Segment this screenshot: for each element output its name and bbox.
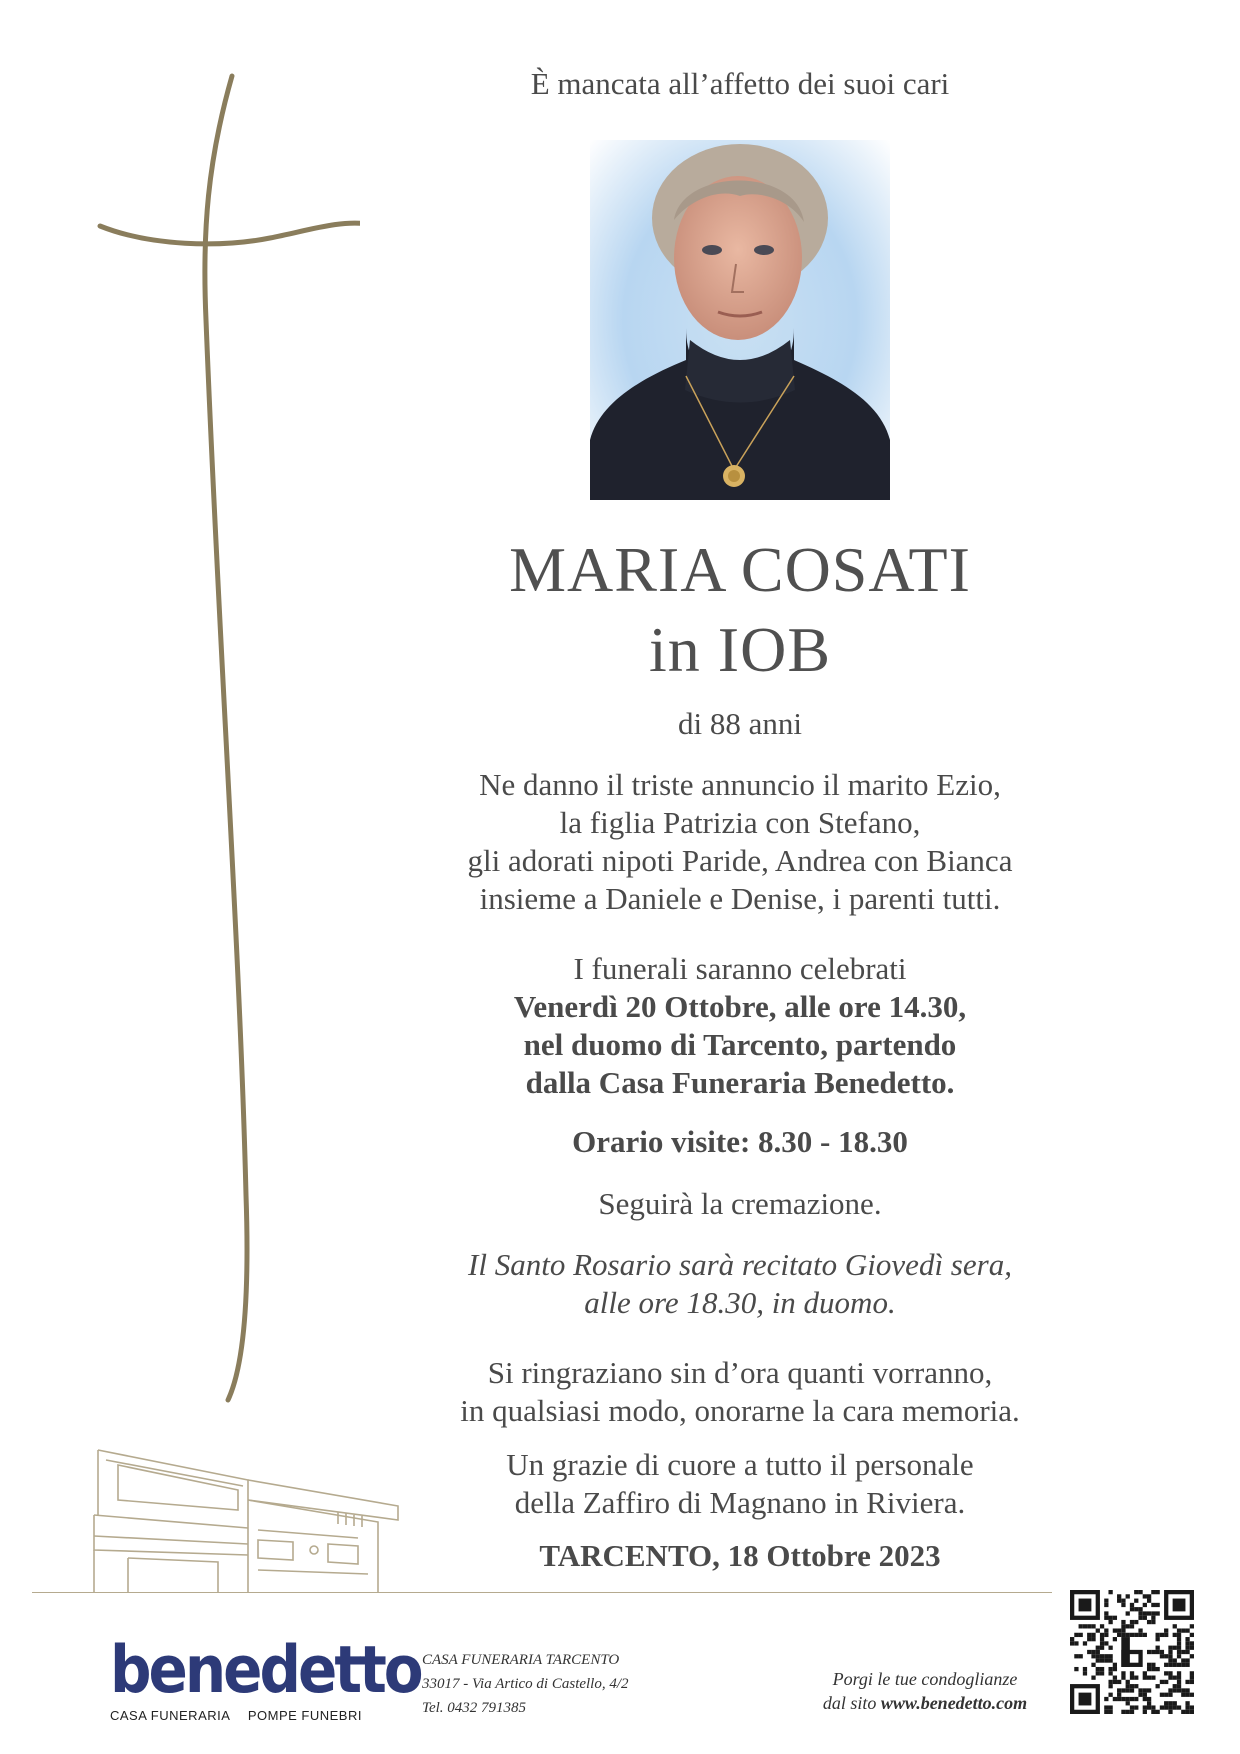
rosary-line: Il Santo Rosario sarà recitato Giovedì sera, [468,1247,1012,1282]
funeral-line: nel duomo di Tarcento, partendo [523,1027,957,1062]
logo-tagline-1: CASA FUNERARIA [110,1708,230,1723]
condolences-line: Porgi le tue condoglianze [832,1669,1018,1689]
footer-divider [32,1592,1052,1593]
name-line: MARIA COSATI [509,534,971,605]
age-text: di 88 anni [678,706,802,741]
address-line: 33017 - Via Artico di Castello, 4/2 [422,1676,629,1692]
deceased-name [430,530,1050,690]
visiting-hours: Orario visite: 8.30 - 18.30 [572,1124,908,1159]
intro-text: È mancata all’affetto dei suoi cari [530,66,950,101]
portrait-photo [590,140,890,500]
building-illustration [88,1440,408,1600]
thanks-note [430,1354,1050,1430]
thanks-line: Si ringraziano sin d’ora quanti vorranno, [487,1355,993,1390]
qr-code[interactable] [1070,1590,1194,1714]
staff-thanks-note [430,1446,1050,1522]
funeral-line: dalla Casa Funeraria Benedetto. [525,1065,955,1100]
brand-logo [110,1631,421,1723]
announcement-line: gli adorati nipoti Paride, Andrea con Bianca [467,843,1013,878]
condolences-note [790,1667,1060,1715]
condolences-line-2 [790,1691,1060,1715]
announcement [430,766,1050,918]
cremation-note: Seguirà la cremazione. [598,1186,882,1221]
funeral-line: Venerdì 20 Ottobre, alle ore 14.30, [513,989,967,1024]
announcement-line: Ne danno il triste annuncio il marito Ezio, [479,767,1001,802]
rosary-note [430,1246,1050,1322]
place-date: TARCENTO, 18 Ottobre 2023 [539,1538,941,1573]
staff-thanks-line: Un grazie di cuore a tutto il personale [506,1447,974,1482]
cross-icon [90,70,360,1410]
logo-wordmark: benedetto [110,1631,421,1708]
condolences-prefix: dal sito [822,1693,881,1713]
logo-tagline-2: POMPE FUNEBRI [247,1708,362,1723]
funeral-intro: I funerali saranno celebrati [573,951,907,986]
announcement-line: la figlia Patrizia con Stefano, [559,805,921,840]
logo-tagline [110,1708,370,1723]
announcement-line: insieme a Daniele e Denise, i parenti tutti. [479,881,1001,916]
funeral-details [430,950,1050,1102]
condolences-site-link[interactable]: www.benedetto.com [880,1693,1028,1713]
thanks-line: in qualsiasi modo, onorarne la cara memoria. [460,1393,1020,1428]
staff-thanks-line: della Zaffiro di Magnano in Riviera. [514,1485,966,1520]
name-suffix: in IOB [649,614,831,685]
address-line: Tel. 0432 791385 [422,1700,527,1716]
address-line: CASA FUNERARIA TARCENTO [422,1652,620,1668]
funeral-home-address [422,1648,629,1720]
rosary-line: alle ore 18.30, in duomo. [584,1285,896,1320]
